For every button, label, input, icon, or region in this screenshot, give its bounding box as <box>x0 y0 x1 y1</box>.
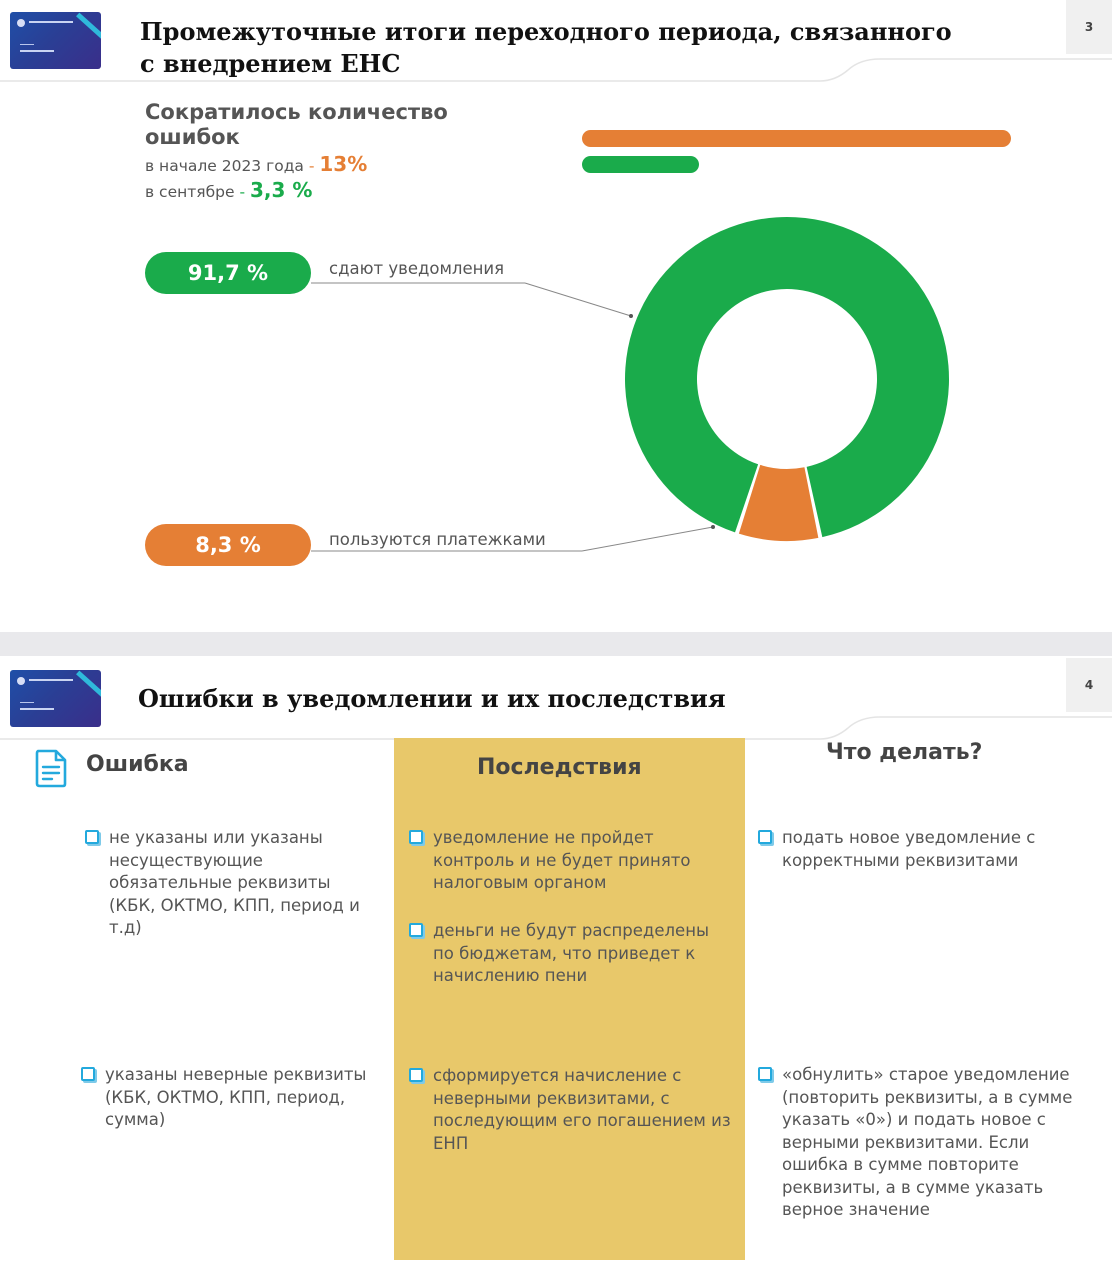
todo-item: «обнулить» старое уведомление (повторить реквизиты, а в сумме указать «0») и подать новое с верными реквизитами. Если ошибка в сумме повторите реквизиты, а в сумме указать верное значение <box>782 1064 1082 1222</box>
row-value: 3,3 % <box>250 178 313 202</box>
slide-title: Ошибки в уведомлении и их последствия <box>138 684 726 713</box>
checkbox-bullet-icon <box>409 923 423 937</box>
row-separator: - <box>234 183 250 201</box>
notifications-label: сдают уведомления <box>329 259 505 278</box>
payments-percent-badge: 8,3 % <box>145 524 311 566</box>
page-number: 4 <box>1066 658 1112 712</box>
column-header-consequences: Последствия <box>477 755 642 780</box>
checkbox-bullet-icon <box>758 830 772 844</box>
leader-line-notifications-diag <box>525 283 631 316</box>
slide-3 <box>0 0 1112 632</box>
leader-dot-notifications <box>629 314 633 318</box>
error-item: не указаны или указаны несуществующие обязательные реквизиты (КБК, ОКТМО, КПП, период и т.д) <box>109 827 379 940</box>
checkbox-bullet-icon <box>409 1068 423 1082</box>
row-label: в начале 2023 года <box>145 157 304 175</box>
notifications-percent-badge: 91,7 % <box>145 252 311 294</box>
row-separator: - <box>303 157 320 175</box>
consequence-item: уведомление не пройдет контроль и не будет принято налоговым органом <box>433 827 733 895</box>
checkbox-bullet-icon <box>81 1067 95 1081</box>
checkbox-bullet-icon <box>758 1067 772 1081</box>
checkbox-bullet-icon <box>85 830 99 844</box>
checkbox-bullet-icon <box>409 830 423 844</box>
consequence-item: деньги не будут распределены по бюджетам, что приведет к начислению пени <box>433 920 733 988</box>
slide-4 <box>0 656 1112 1278</box>
slide-title: Промежуточные итоги переходного периода, связанного с внедрением ЕНС <box>140 17 952 78</box>
row-label: в сентябре <box>145 183 235 201</box>
slide-separator <box>0 632 1112 656</box>
leader-line-payments-diag <box>582 527 713 551</box>
payments-label: пользуются платежками <box>329 530 546 549</box>
column-header-what-to-do: Что делать? <box>826 740 983 765</box>
errors-reduced-heading: Сократилось количество ошибок <box>145 100 448 149</box>
leader-dot-payments <box>711 525 715 529</box>
todo-item: подать новое уведомление с корректными реквизитами <box>782 827 1082 872</box>
error-item: указаны неверные реквизиты (КБК, ОКТМО, КПП, период, сумма) <box>105 1064 375 1132</box>
consequences-column-highlight <box>394 738 745 1260</box>
row-value: 13% <box>319 152 368 176</box>
page-number: 3 <box>1066 0 1112 54</box>
column-header-error: Ошибка <box>86 752 189 777</box>
consequence-item: сформируется начисление с неверными реквизитами, с последующим его погашением из ЕНП <box>433 1065 733 1155</box>
document-icon <box>34 748 68 788</box>
